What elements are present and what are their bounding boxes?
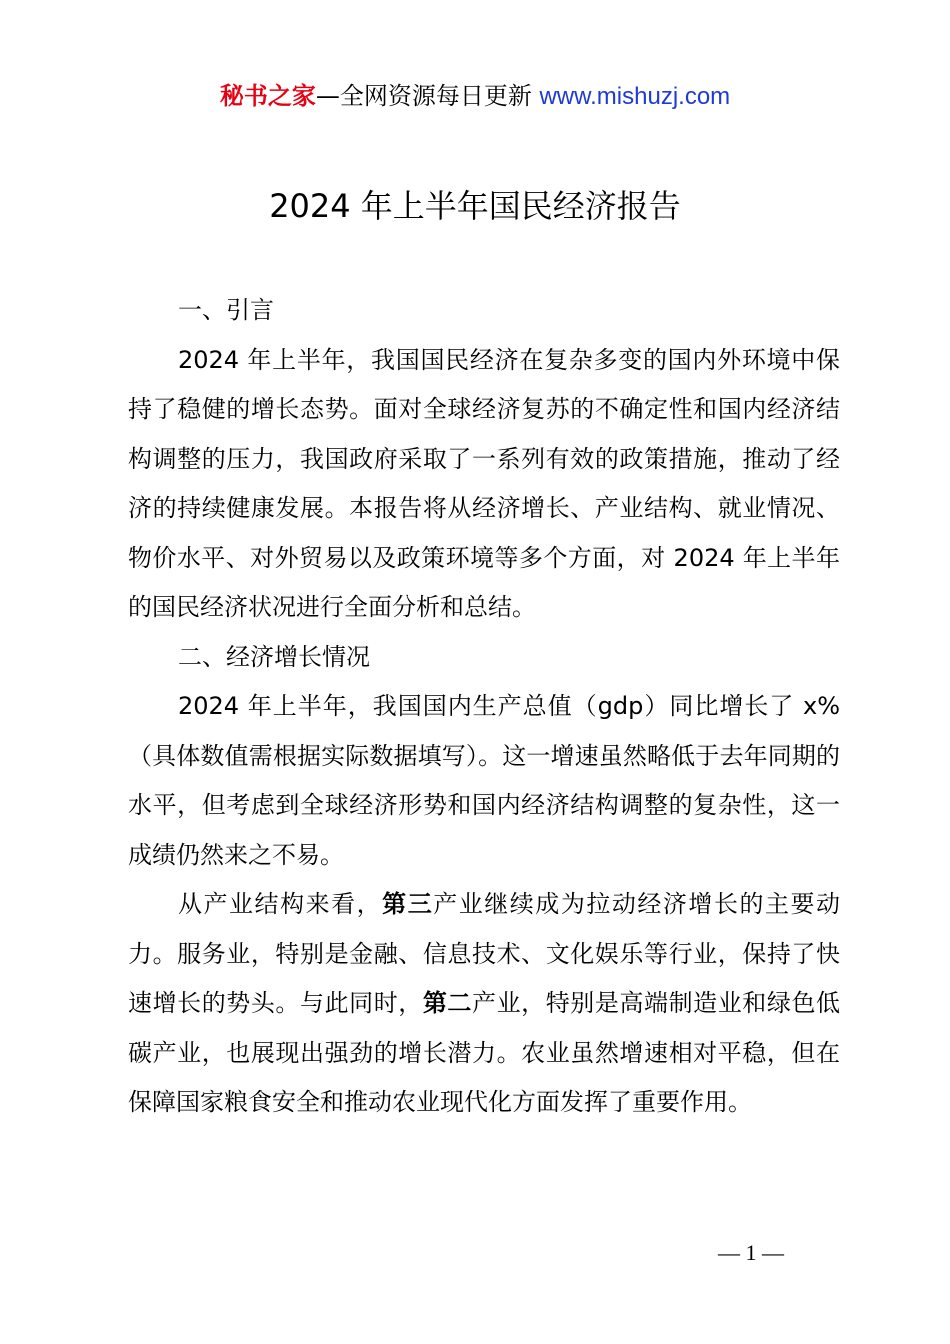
industry-text-3: 产业，特别是高端制造业和绿色低碳产业，也展现出强劲的增长潜力。农业虽然增速相对平稳，但在保障国家粮食安全和推动农业现代化方面发挥了重要作用。 (128, 989, 841, 1116)
page-number: — 1 — (718, 1240, 784, 1265)
section-heading-intro: 一、引言 (178, 296, 274, 324)
industry-text-2: 产业继续成为拉动经济增长的主要动力。服务业，特别是金融、信息技术、文化娱乐等行业，保持了快速增长的势头。与此同时， (128, 890, 841, 1017)
industry-bold-tertiary: 第三 (382, 890, 434, 918)
document-body (128, 286, 840, 1128)
header-tagline: —全网资源每日更新 (315, 82, 540, 110)
section-heading-growth: 二、经济增长情况 (178, 642, 370, 671)
paragraph-industry (128, 880, 840, 1128)
site-url-link[interactable]: www.mishuzj.com (539, 83, 731, 110)
brand-name: 秘书之家 (219, 82, 316, 110)
paragraph-growth: 2024 年上半年，我国国内生产总值（gdp）同比增长了 x%（具体数值需根据实际数据填写）。这一增速虽然略低于去年同期的水平，但考虑到全球经济形势和国内经济结构调整的复杂性，这一成绩仍然来之不易。 (128, 692, 840, 869)
industry-text-1: 从产业结构来看， (178, 890, 383, 918)
paragraph-intro: 2024 年上半年，我国国民经济在复杂多变的国内外环境中保持了稳健的增长态势。面对全球经济复苏的不确定性和国内经济结构调整的压力，我国政府采取了一系列有效的政策措施，推动了经济的持续健康发展。本报告将从经济增长、产业结构、就业情况、物价水平、对外贸易以及政策环境等多个方面，对 2024 年上半年的国民经济状况进行全面分析和总结。 (128, 345, 840, 621)
document-title: 2024 年上半年国民经济报告 (269, 187, 681, 225)
industry-bold-secondary: 第二 (422, 989, 473, 1017)
site-header (0, 80, 950, 113)
